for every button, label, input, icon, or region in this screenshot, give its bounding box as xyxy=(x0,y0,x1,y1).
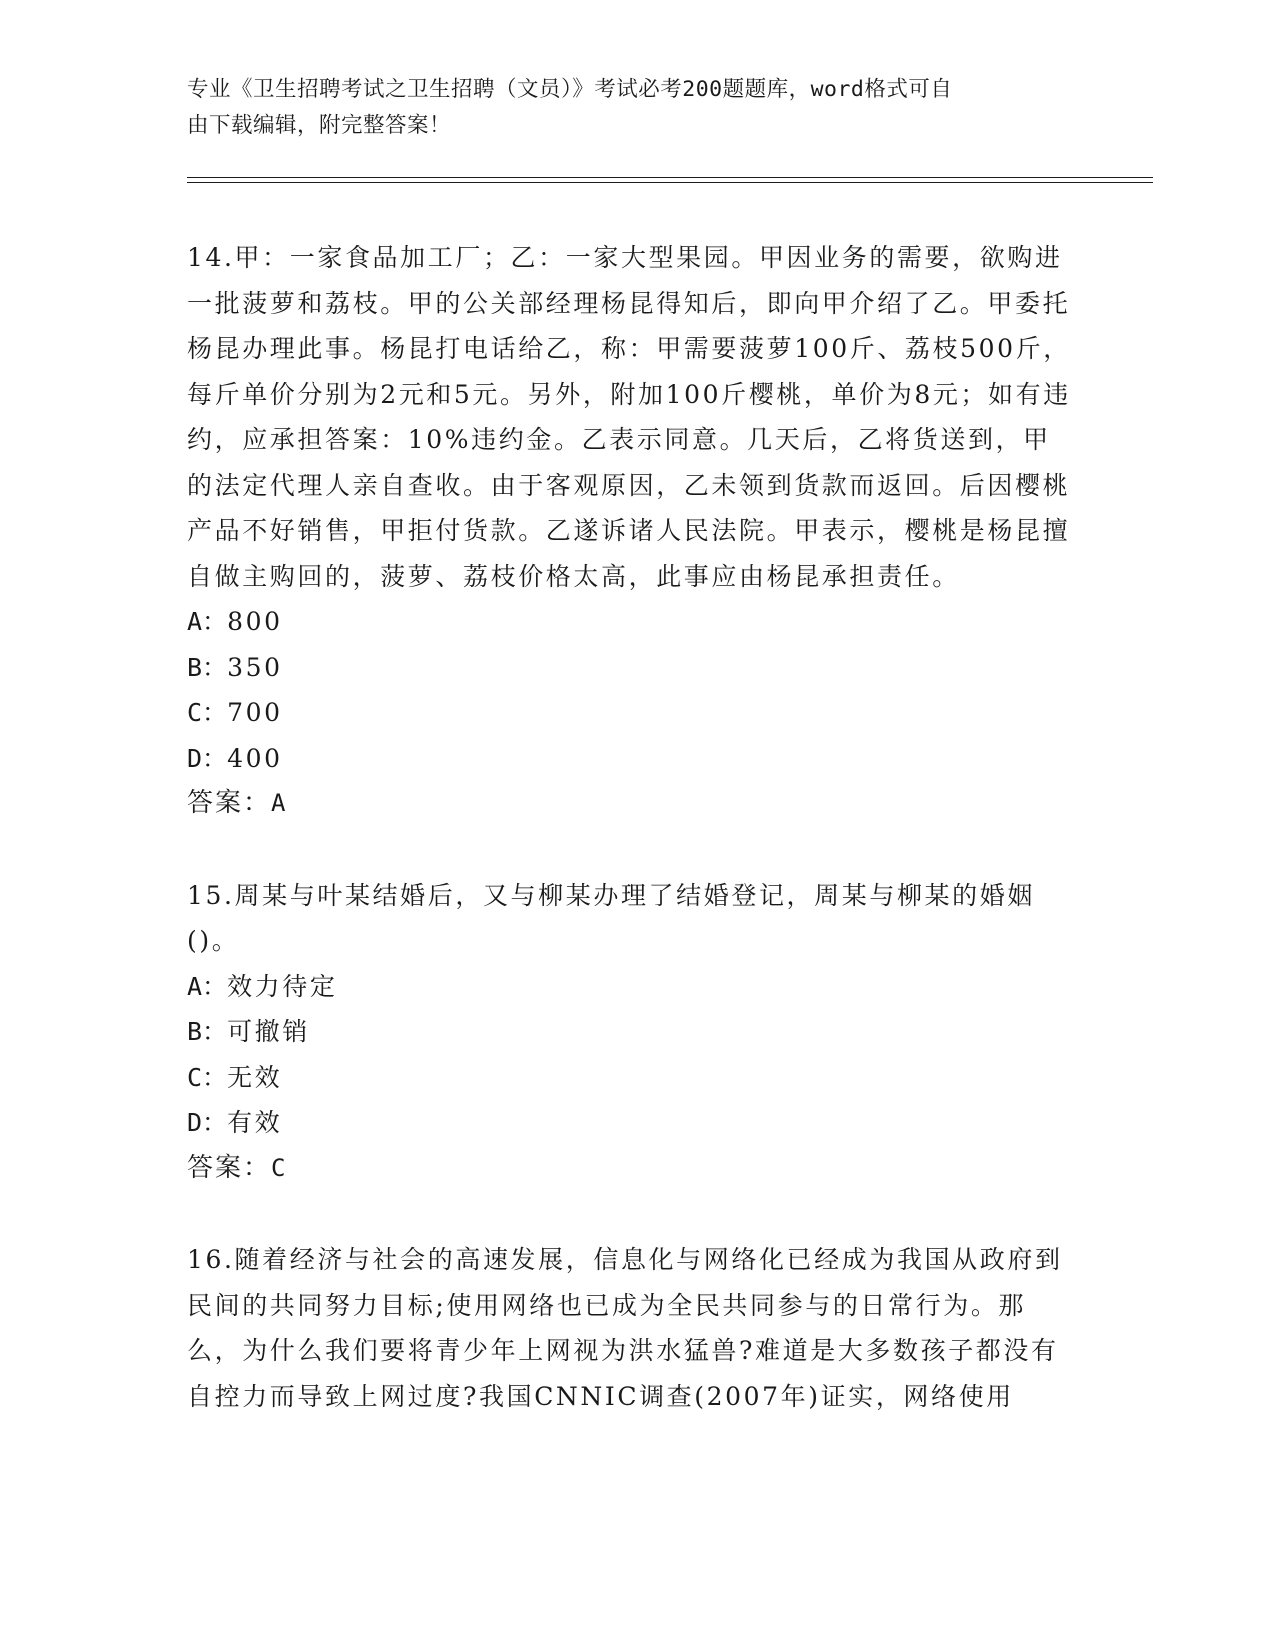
question-16 xyxy=(187,1237,1077,1419)
option-letter: C： xyxy=(187,1062,228,1092)
option-letter: C： xyxy=(187,698,228,727)
header-rule-bottom xyxy=(187,182,1153,183)
option-text: 效力待定 xyxy=(227,971,338,1001)
option-text: 350 xyxy=(227,652,283,682)
option-a xyxy=(187,964,1077,1010)
answer-line xyxy=(187,781,1077,827)
option-letter: A： xyxy=(187,607,228,636)
option-text: 有效 xyxy=(227,1108,283,1137)
option-text: 无效 xyxy=(227,1062,283,1092)
option-d xyxy=(187,1100,1077,1146)
option-text: 400 xyxy=(227,743,283,773)
question-stem: 14.甲：一家食品加工厂；乙：一家大型果园。甲因业务的需要，欲购进一批菠萝和荔枝。甲的公关部经理杨昆得知后，即向甲介绍了乙。甲委托杨昆办理此事。杨昆打电话给乙，称：甲需要菠萝100斤、荔枝500斤，每斤单价分别为2元和5元。另外，附加100斤樱桃，单价为8元；如有违约，应承担答案：10%违约金。乙表示同意。几天后，乙将货送到，甲的法定代理人亲自查收。由于客观原因，乙未领到货款而返回。后因樱桃产品不好销售，甲拒付货款。乙遂诉诸人民法院。甲表示，樱桃是杨昆擅自做主购回的，菠萝、荔枝价格太高，此事应由杨昆承担责任。 xyxy=(187,243,1071,591)
answer-value: C xyxy=(271,1153,288,1182)
option-a xyxy=(187,599,1077,645)
question-stem: 16.随着经济与社会的高速发展，信息化与网络化已经成为我国从政府到民间的共同努力目标;使用网络也已成为全民共同参与的日常行为。那么，为什么我们要将青少年上网视为洪水猛兽?难道是大多数孩子都没有自控力而导致上网过度?我国CNNIC调查(2007年)证实，网络使用 xyxy=(187,1245,1063,1411)
answer-label: 答案： xyxy=(187,1152,272,1183)
header-rule-top xyxy=(187,177,1153,178)
option-c xyxy=(187,1055,1077,1101)
answer-value: A xyxy=(271,789,288,817)
question-14 xyxy=(187,235,1077,827)
option-b xyxy=(187,645,1077,691)
option-text: 700 xyxy=(227,698,283,727)
option-letter: B： xyxy=(187,1017,228,1046)
document-header xyxy=(187,72,1067,144)
question-stem: 15.周某与叶某结婚后，又与柳某办理了结婚登记，周某与柳某的婚姻()。 xyxy=(187,880,1035,955)
option-b xyxy=(187,1009,1077,1055)
answer-label: 答案： xyxy=(187,788,272,818)
option-text: 可撤销 xyxy=(227,1017,310,1046)
option-letter: B： xyxy=(187,652,228,682)
question-15 xyxy=(187,873,1077,1192)
question-list xyxy=(187,235,1077,1419)
option-letter: D： xyxy=(187,1108,228,1137)
header-line-2: 由下载编辑，附完整答案！ xyxy=(187,113,452,138)
option-letter: D： xyxy=(187,743,228,773)
header-line-1: 专业《卫生招聘考试之卫生招聘（文员）》考试必考200题题库，word格式可自 xyxy=(187,77,953,102)
option-d xyxy=(187,736,1077,782)
answer-line xyxy=(187,1146,1077,1192)
option-text: 800 xyxy=(227,607,283,636)
option-letter: A： xyxy=(187,971,228,1001)
option-c xyxy=(187,690,1077,736)
